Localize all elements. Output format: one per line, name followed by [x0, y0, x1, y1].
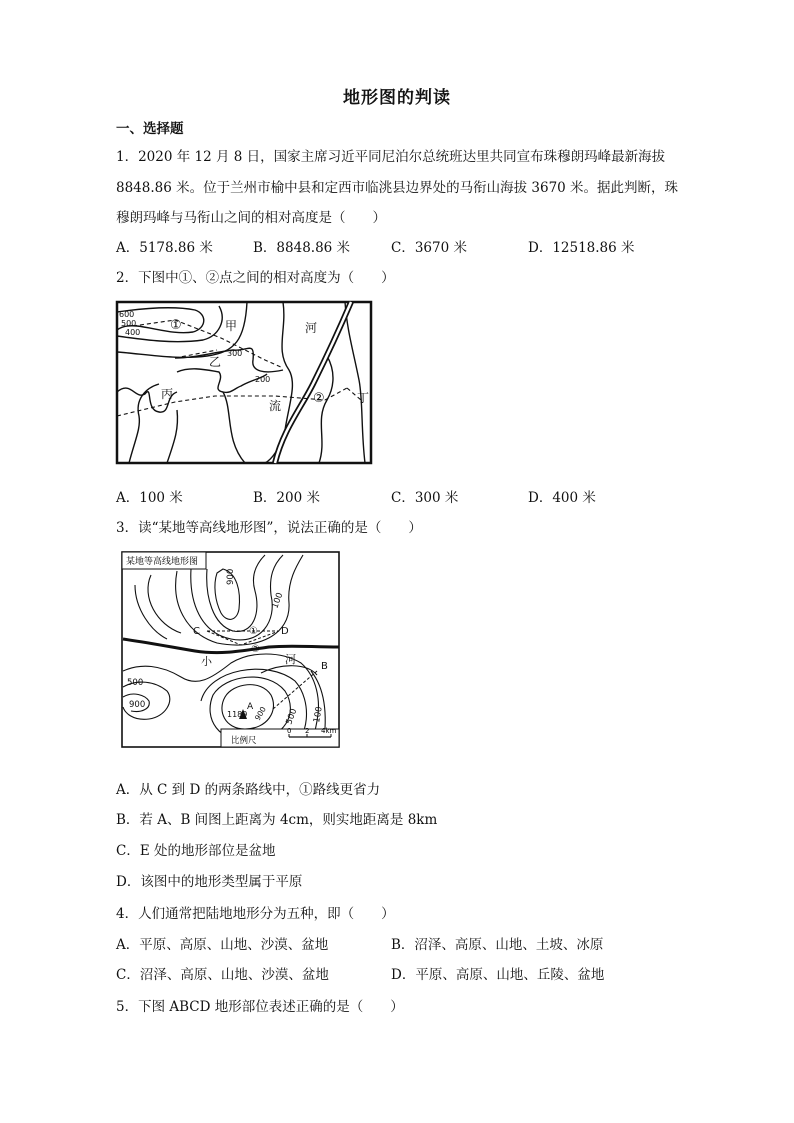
page-title: 地形图的判读: [343, 88, 451, 108]
q1-line-1: 1．2020 年 12 月 8 日，国家主席习近平同尼泊尔总统班达里共同宣布珠穆朗玛峰最新海拔: [116, 149, 666, 165]
q4-option-a[interactable]: A．平原、高原、山地、沙漠、盆地: [116, 937, 329, 953]
q3-contour-map: [121, 551, 341, 749]
q3-option-a[interactable]: A．从 C 到 D 的两条路线中，①路线更省力: [116, 782, 381, 798]
q3-label-c: C: [193, 626, 200, 637]
q3-label-900-a: 900: [252, 705, 268, 722]
q3-scale-4km: 4km: [321, 727, 337, 735]
q2-label-jia: 甲: [225, 319, 238, 333]
q2-label-ding: 丁: [357, 391, 370, 405]
q3-stem: 3．读“某地等高线地形图”，说法正确的是（ ）: [116, 520, 422, 536]
q2-option-c[interactable]: C．300 米: [391, 490, 459, 506]
q4-option-c[interactable]: C．沼泽、高原、山地、沙漠、盆地: [116, 967, 329, 983]
q2-point-2: ②: [313, 391, 325, 406]
q1-option-c[interactable]: C．3670 米: [391, 240, 467, 256]
q3-label-a: A: [247, 702, 254, 712]
q3-option-b[interactable]: B．若 A、B 间图上距离为 4cm，则实地距离是 8km: [116, 812, 438, 828]
q3-label-100-right: 100: [312, 705, 325, 724]
q3-label-xiao: 小: [201, 655, 212, 668]
q3-label-500-right: 500: [284, 707, 300, 727]
q2-label-he: 河: [305, 321, 318, 335]
q3-label-d: D: [281, 626, 289, 637]
q3-route-1: ①: [249, 626, 258, 637]
q3-label-100-upper: 100: [270, 591, 286, 611]
q2-label-bing: 丙: [161, 387, 174, 401]
q2-point-1: ①: [170, 318, 182, 333]
q3-label-900-upper: 900: [226, 568, 236, 585]
q2-label-600: 600: [119, 310, 135, 319]
q2-option-a[interactable]: A．100 米: [116, 490, 183, 506]
q3-label-1189: 1189: [227, 710, 248, 719]
q2-option-d[interactable]: D．400 米: [528, 490, 596, 506]
q2-label-liu: 流: [269, 399, 282, 413]
q2-contour-map: [115, 300, 375, 466]
q1-option-d[interactable]: D．12518.86 米: [528, 240, 635, 256]
q3-option-d[interactable]: D．该图中的地形类型属于平原: [116, 874, 303, 890]
q4-option-d[interactable]: D．平原、高原、山地、丘陵、盆地: [391, 967, 605, 983]
q2-label-200: 200: [255, 375, 271, 384]
q3-label-500-left: 500: [127, 678, 144, 688]
q1-option-b[interactable]: B．8848.86 米: [253, 240, 351, 256]
section-heading: 一、选择题: [116, 121, 184, 137]
q2-label-300: 300: [227, 349, 243, 358]
q1-line-2: 8848.86 米。位于兰州市榆中县和定西市临洮县边界处的马衔山海拔 3670 米。据此判断，珠: [116, 180, 679, 196]
q3-map-title: 某地等高线地形图: [126, 557, 199, 567]
q1-line-3: 穆朗玛峰与马衔山之间的相对高度是（ ）: [116, 210, 386, 226]
q4-stem: 4．人们通常把陆地地形分为五种，即（ ）: [116, 906, 395, 922]
q2-label-400: 400: [125, 328, 141, 337]
q3-label-he: 河: [285, 653, 296, 666]
q2-option-b[interactable]: B．200 米: [253, 490, 320, 506]
q4-option-b[interactable]: B．沼泽、高原、山地、土坡、冰原: [391, 937, 604, 953]
q3-label-b: B: [321, 661, 328, 672]
q2-label-500: 500: [121, 319, 137, 328]
q3-scale-2: 2: [305, 727, 310, 735]
q3-scale-label: 比例尺: [231, 736, 257, 746]
q5-stem: 5．下图 ABCD 地形部位表述正确的是（ ）: [116, 999, 404, 1015]
q3-scale-0: 0: [287, 727, 292, 735]
q3-route-2: ②: [251, 644, 260, 655]
q3-label-900-left: 900: [129, 700, 146, 710]
q1-option-a[interactable]: A．5178.86 米: [116, 240, 213, 256]
q2-stem: 2．下图中①、②点之间的相对高度为（ ）: [116, 270, 395, 286]
q2-label-yi: 乙: [209, 355, 222, 369]
q3-option-c[interactable]: C．E 处的地形部位是盆地: [116, 843, 276, 859]
